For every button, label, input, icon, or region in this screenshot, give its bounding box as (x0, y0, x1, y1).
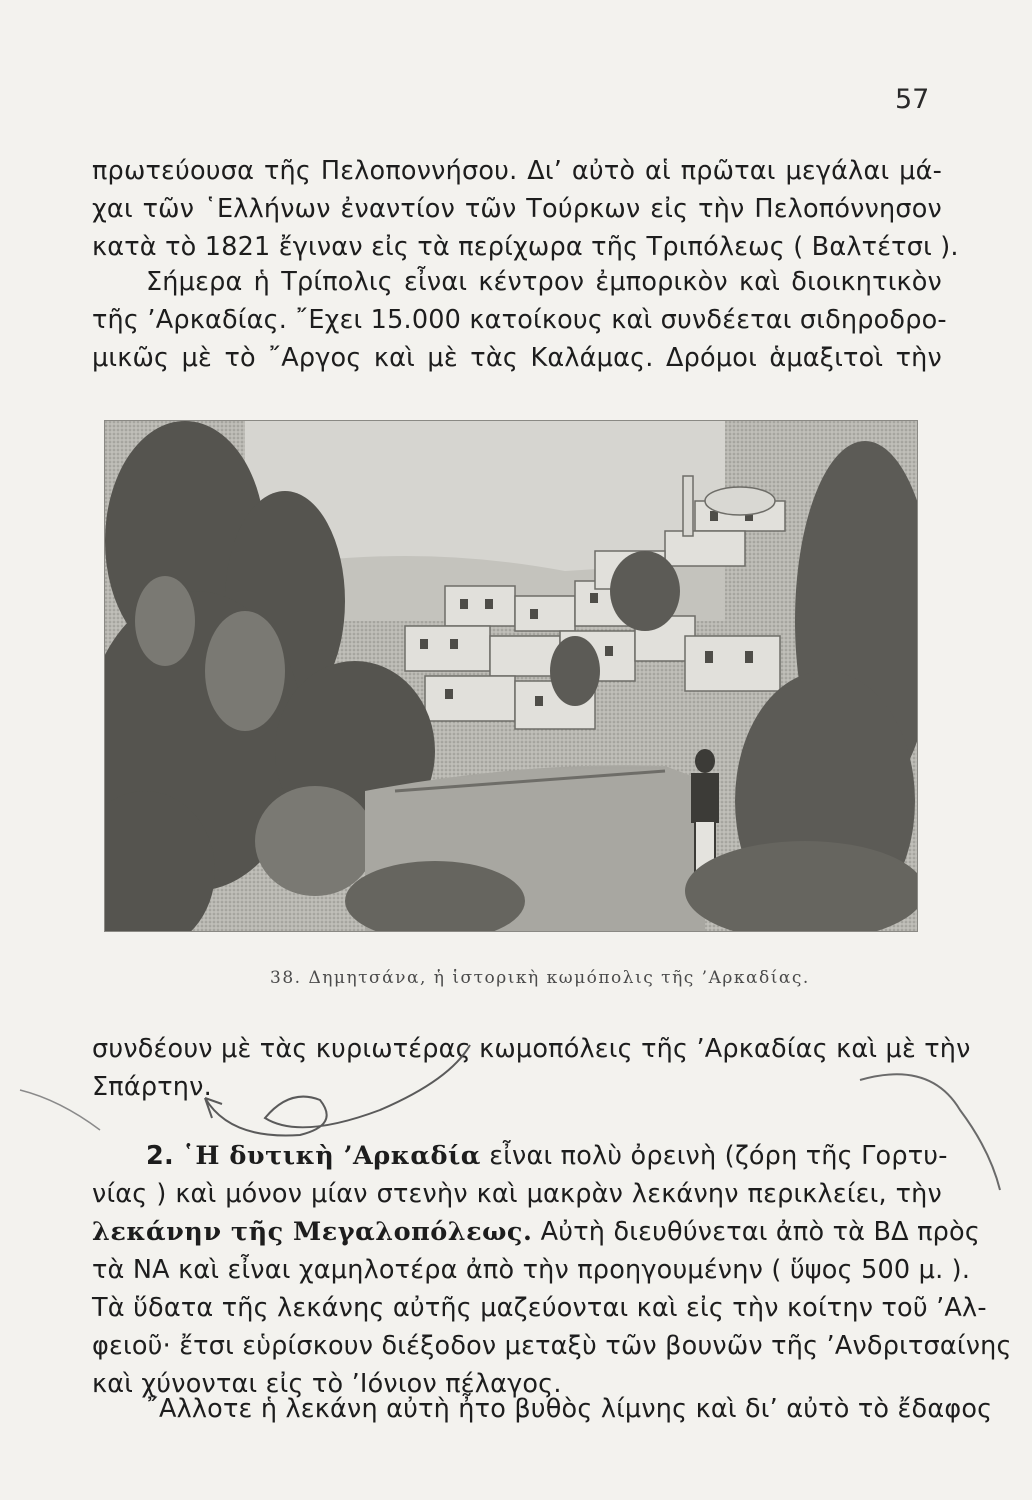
text-line: πρωτεύουσα τῆς Πελοποννήσου. Δι’ αὐτὸ αἱ πρῶται μεγάλαι μά- (92, 156, 942, 186)
text-span: εἶναι πολὺ ὀρεινὴ (ζόρη τῆς Γορτυ- (489, 1141, 948, 1171)
photo-illustration (105, 421, 917, 931)
figure-caption: 38. Δημητσάνα, ἡ ἱστορικὴ κωμόπολις τῆς ’Αρκαδίας. (270, 968, 810, 988)
text-line: κατὰ τὸ 1821 ἔγιναν εἰς τὰ περίχωρα τῆς Τριπόλεως ( Βαλτέτσι ). (92, 232, 959, 262)
text-line: μικῶς μὲ τὸ ῎Αργος καὶ μὲ τὰς Καλάμας. Δρόμοι ἁμαξιτοὶ τὴν (92, 343, 942, 373)
text-span: Αὐτὴ διευθύνεται ἀπὸ τὰ ΒΔ πρὸς (540, 1217, 981, 1247)
text-line (92, 1213, 981, 1251)
text-line (92, 1137, 948, 1175)
paragraph-tripolis-today (92, 263, 947, 377)
section-term: λεκάνην τῆς Μεγαλοπόλεως. (92, 1217, 533, 1247)
text-line: Τὰ ὕδατα τῆς λεκάνης αὐτῆς μαζεύονται καὶ εἰς τὴν κοίτην τοῦ ’Αλ- (92, 1293, 987, 1323)
text-line: νίας ) καὶ μόνον μίαν στενὴν καὶ μακρὰν λεκάνην περικλείει, τὴν (92, 1179, 942, 1209)
text-line: Σπάρτην. (92, 1072, 212, 1102)
text-line: φειοῦ· ἔτσι εὑρίσκουν διέξοδον μεταξὺ τῶν βουνῶν τῆς ’Ανδριτσαίνης (92, 1331, 1012, 1361)
page-number: 57 (895, 84, 930, 115)
section-number: 2. (146, 1141, 174, 1171)
section-term: ῾Η δυτικὴ ’Αρκαδία (182, 1141, 481, 1171)
text-line: τὰ ΝΑ καὶ εἶναι χαμηλοτέρα ἀπὸ τὴν προηγουμένην ( ὕψος 500 μ. ). (92, 1255, 971, 1285)
text-line: χαι τῶν ῾Ελλήνων ἐναντίον τῶν Τούρκων εἰς τὴν Πελοπόννησον (92, 194, 942, 224)
text-line: συνδέουν μὲ τὰς κυριωτέρας κωμοπόλεις τῆς ’Αρκαδίας καὶ μὲ τὴν (92, 1034, 971, 1064)
text-line: καὶ χύνονται εἰς τὸ ’Ιόνιον πέλαγος. (92, 1369, 562, 1399)
paragraph-tripolis-history (92, 152, 959, 266)
paragraph-lake-basin (92, 1390, 993, 1428)
text-line: Σήμερα ἡ Τρίπολις εἶναι κέντρον ἐμπορικὸν καὶ διοικητικὸν (146, 267, 942, 297)
photo-dimitsana (104, 420, 918, 932)
text-line: τῆς ’Αρκαδίας. ῎Εχει 15.000 κατοίκους καὶ συνδέεται σιδηροδρο- (92, 305, 947, 335)
text-line: ῎Αλλοτε ἡ λεκάνη αὐτὴ ἦτο βυθὸς λίμνης καὶ δι’ αὐτὸ τὸ ἔδαφος (146, 1394, 993, 1424)
paragraph-roads (92, 1030, 971, 1106)
pencil-margin-line (20, 1090, 100, 1130)
paragraph-western-arcadia (92, 1137, 1012, 1403)
